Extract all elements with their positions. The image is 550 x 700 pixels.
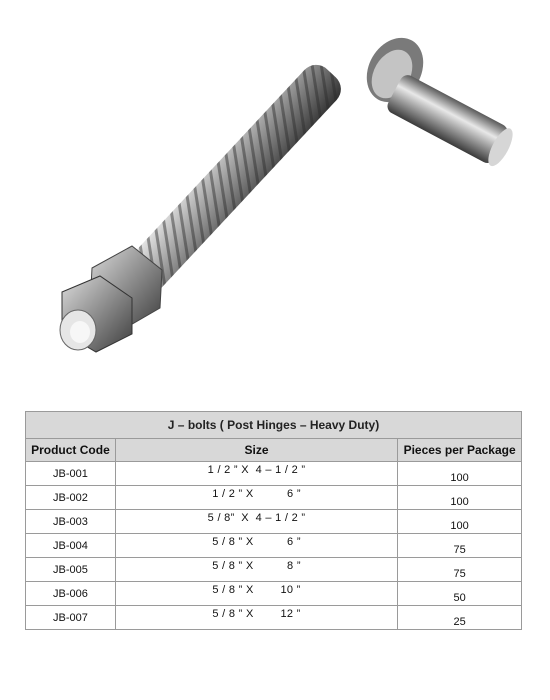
product-code: JB-007 xyxy=(26,606,116,630)
pieces: 75 xyxy=(398,534,522,558)
pieces: 50 xyxy=(398,582,522,606)
pieces: 100 xyxy=(398,510,522,534)
header-size: Size xyxy=(115,439,397,462)
size: 1 / 2 ” X 6 ” xyxy=(115,486,397,510)
product-code: JB-005 xyxy=(26,558,116,582)
size: 1 / 2 ” X 4 – 1 / 2 ” xyxy=(115,462,397,486)
header-product-code: Product Code xyxy=(26,439,116,462)
table-row xyxy=(26,486,522,510)
size: 5 / 8 ” X 6 ” xyxy=(115,534,397,558)
size: 5 / 8” X 4 – 1 / 2 ” xyxy=(115,510,397,534)
product-code: JB-004 xyxy=(26,534,116,558)
table-row xyxy=(26,534,522,558)
table-row xyxy=(26,582,522,606)
product-code: JB-002 xyxy=(26,486,116,510)
product-code: JB-003 xyxy=(26,510,116,534)
table-row xyxy=(26,510,522,534)
j-bolt-photo xyxy=(40,30,520,370)
size: 5 / 8 ” X 8 ” xyxy=(115,558,397,582)
pieces: 25 xyxy=(398,606,522,630)
size: 5 / 8 ” X 12 ” xyxy=(115,606,397,630)
pieces: 75 xyxy=(398,558,522,582)
j-bolt-spec-table xyxy=(25,411,522,630)
table-title: J – bolts ( Post Hinges – Heavy Duty) xyxy=(26,412,522,439)
table-row xyxy=(26,606,522,630)
table-row xyxy=(26,462,522,486)
size: 5 / 8 ” X 10 ” xyxy=(115,582,397,606)
product-code: JB-006 xyxy=(26,582,116,606)
header-pieces-per-package: Pieces per Package xyxy=(398,439,522,462)
product-code: JB-001 xyxy=(26,462,116,486)
table-row xyxy=(26,558,522,582)
pieces: 100 xyxy=(398,462,522,486)
pieces: 100 xyxy=(398,486,522,510)
